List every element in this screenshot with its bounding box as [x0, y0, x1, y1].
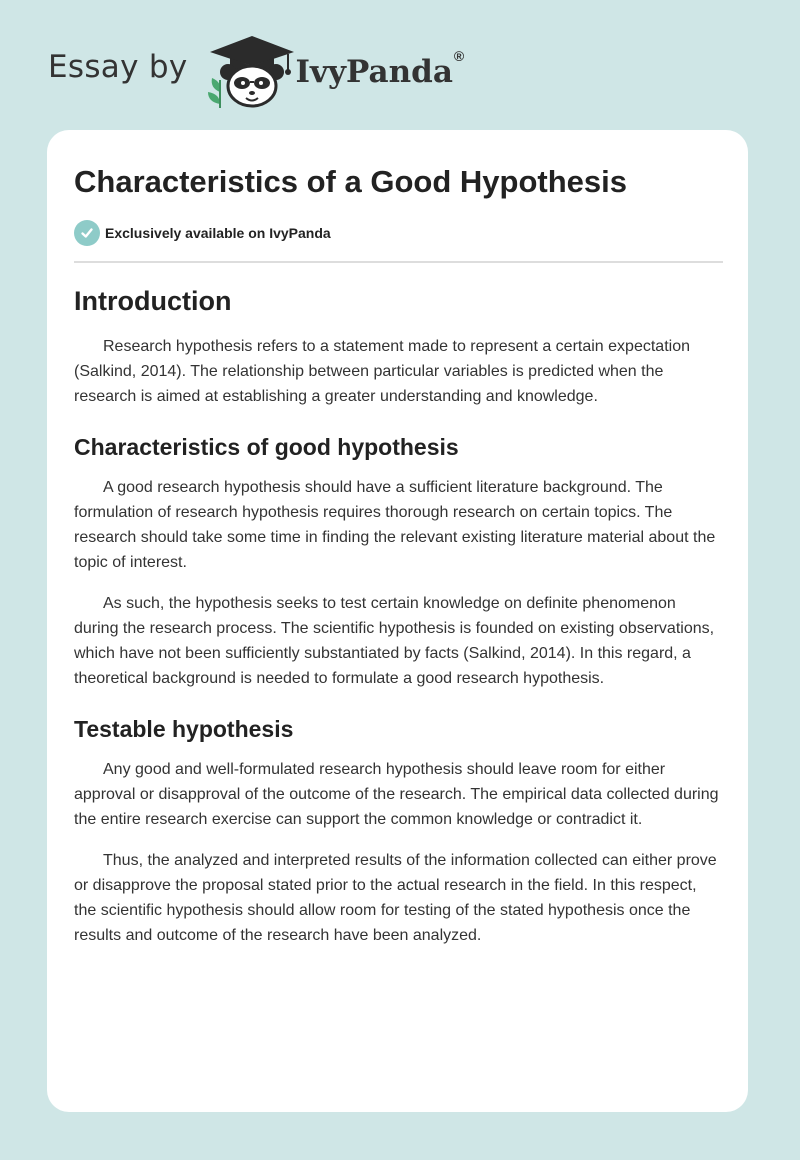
divider [74, 261, 723, 263]
paragraph: Research hypothesis refers to a statement made to represent a certain expectation (Salkind, 2014). The relationship between particular variables is predicted when the research is aimed at establishing a greater understanding and knowledge. [74, 338, 690, 405]
brand-name: IvyPanda [295, 54, 453, 90]
exclusive-badge [74, 220, 331, 246]
brand-header[interactable] [48, 30, 464, 110]
paragraph: A good research hypothesis should have a sufficient literature background. The formulation of research hypothesis requires thorough research on certain topics. The research should take some time in finding the relevant existing literature material about the topic of interest. [74, 479, 716, 571]
paragraph: Thus, the analyzed and interpreted results of the information collected can either prove or disapprove the proposal stated prior to the actual research in the field. In this respect, the scientific hypothesis should allow room for testing of the stated hypothesis once the results and outcome of the research have been analyzed. [74, 852, 717, 944]
section-heading-characteristics: Characteristics of good hypothesis [74, 434, 459, 460]
page-title: Characteristics of a Good Hypothesis [74, 164, 627, 199]
badge-text: Exclusively available on IvyPanda [105, 225, 331, 241]
paragraph: As such, the hypothesis seeks to test certain knowledge on definite phenomenon during the research process. The scientific hypothesis is founded on existing observations, which have not been sufficiently substantiated by facts (Salkind, 2014). In this regard, a theoretical background is needed to formulate a good research hypothesis. [74, 595, 715, 687]
paragraph: Any good and well-formulated research hypothesis should leave room for either approval or disapproval of the outcome of the research. The empirical data collected during the entire research exercise can support the common knowledge or contradict it. [74, 761, 719, 828]
registered-mark: ® [453, 48, 465, 64]
section-heading-testable: Testable hypothesis [74, 716, 294, 742]
check-icon [74, 220, 100, 246]
brand-prefix: Essay by [48, 49, 188, 85]
essay-card [47, 130, 748, 1112]
panda-logo-icon [202, 30, 294, 110]
section-heading-introduction: Introduction [74, 286, 232, 316]
article-body [74, 281, 723, 948]
